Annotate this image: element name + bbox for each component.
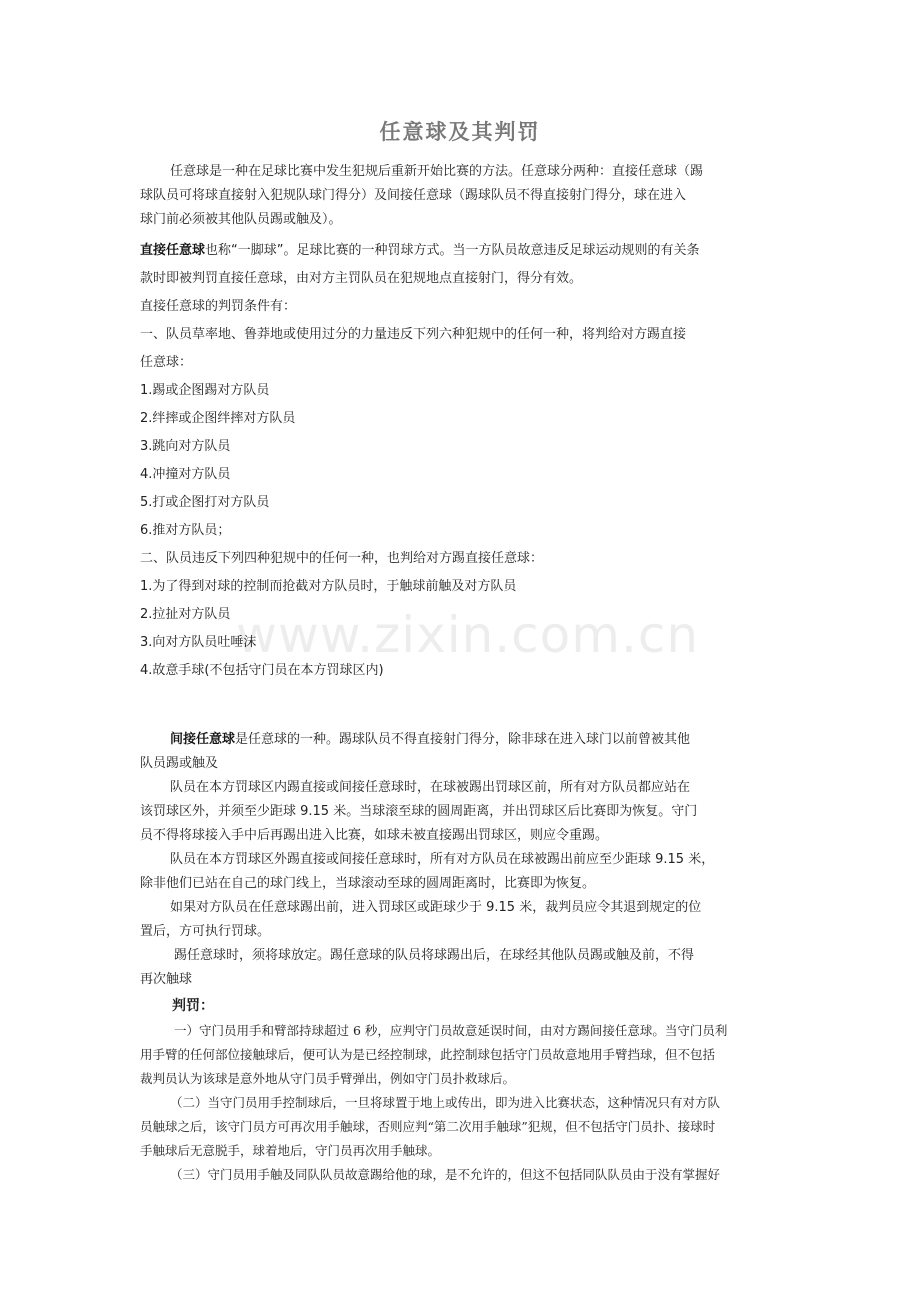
direct-paragraph-line-1: [140, 242, 780, 260]
indirect-p5-line-2: 再次触球: [140, 972, 193, 987]
list-item: 3.跳向对方队员: [140, 439, 231, 454]
indirect-p2-line-2: 该罚球区外，并须至少距球 9.15 米。当球滚至球的圆周距离，并出罚球区后比赛即为恢复。守门: [140, 804, 698, 819]
list-item: 2.拉扯对方队员: [140, 607, 231, 622]
indirect-term: 间接任意球: [170, 732, 236, 747]
direct-conditions-heading: 直接任意球的判罚条件有：: [140, 299, 297, 314]
list-item: 4.故意手球(不包括守门员在本方罚球区内): [140, 663, 384, 678]
penalty-p1-line-3: 裁判员认为该球是意外地从守门员手臂弹出，例如守门员扑救球后。: [140, 1071, 516, 1086]
direct-paragraph-line-2: 款时即被判罚直接任意球，由对方主罚队员在犯规地点直接射门，得分有效。: [140, 271, 583, 286]
indirect-paragraph-line-2: 队员踢或触及: [140, 756, 219, 771]
list-item: 3.向对方队员吐唾沫: [140, 635, 257, 650]
direct-term: 直接任意球: [140, 243, 206, 258]
part1-line-1: 一、队员草率地、鲁莽地或使用过分的力量违反下列六种犯规中的任何一种，将判给对方踢直接: [140, 327, 687, 342]
list-item: 5.打或企图打对方队员: [140, 495, 270, 510]
penalty-p1-line-2: 用手臂的任何部位接触球后，便可认为是已经控制球，此控制球包括守门员故意地用手臂挡球，但不包括: [140, 1047, 716, 1062]
intro-line-3: 球门前必须被其他队员踢或触及）。: [140, 212, 342, 227]
penalty-p3-line-1: （三）守门员用手触及同队队员故意踢给他的球，是不允许的，但这不包括同队队员由于没有掌握好: [170, 1167, 721, 1182]
indirect-p4-line-2: 置后，方可执行罚球。: [140, 924, 271, 939]
penalty-p2-line-2: 员触球之后，该守门员方可再次用手触球，否则应判“第二次用手触球”犯规，但不包括守门员扑、接球时: [140, 1119, 716, 1134]
list-item: 4.冲撞对方队员: [140, 467, 231, 482]
penalty-p2-line-3: 手触球后无意脱手，球着地后，守门员再次用手触球。: [140, 1143, 441, 1158]
watermark: www.zixin.com.cn: [236, 606, 700, 664]
indirect-p3-line-2: 除非他们已站在自己的球门线上，当球滚动至球的圆周距离时，比赛即为恢复。: [140, 876, 596, 891]
indirect-p4-line-1: 如果对方队员在任意球踢出前，进入罚球区或距球少于 9.15 米，裁判员应令其退到规定的位: [170, 900, 702, 915]
list-item: 2.绊摔或企图绊摔对方队员: [140, 411, 296, 426]
penalty-heading: 判罚：: [172, 998, 214, 1014]
direct-line1-rest: 也称“一脚球”。足球比赛的一种罚球方式。当一方队员故意违反足球运动规则的有关条: [205, 243, 700, 258]
indirect-p2-line-3: 员不得将球接入手中后再踢出进入比赛，如球未被直接踢出罚球区，则应令重踢。: [140, 828, 609, 843]
indirect-p2-line-1: 队员在本方罚球区内踢直接或间接任意球时，在球被踢出罚球区前，所有对方队员都应站在: [170, 780, 691, 795]
penalty-p1-line-1: 一）守门员用手和臂部持球超过 6 秒，应判守门员故意延误时间，由对方踢间接任意球。当守门员利: [174, 1023, 728, 1038]
indirect-p5-line-1: 踢任意球时，须将球放定。踢任意球的队员将球踢出后，在球经其他队员踢或触及前，不得: [174, 948, 695, 963]
list-item: 1.为了得到对球的控制而抢截对方队员时，于触球前触及对方队员: [140, 579, 517, 594]
indirect-line1-rest: 是任意球的一种。踢球队员不得直接射门得分，除非球在进入球门以前曾被其他: [235, 732, 691, 747]
part1-line-2: 任意球：: [140, 355, 193, 370]
indirect-p3-line-1: 队员在本方罚球区外踢直接或间接任意球时，所有对方队员在球被踢出前应至少距球 9.15 米，: [170, 852, 715, 867]
penalty-p2-line-1: （二）当守门员用手控制球后，一旦将球置于地上或传出，即为进入比赛状态，这种情况只有对方队: [170, 1095, 721, 1110]
list-item: 1.踢或企图踢对方队员: [140, 383, 270, 398]
indirect-paragraph-line-1: [140, 731, 780, 749]
part2-heading: 二、队员违反下列四种犯规中的任何一种，也判给对方踢直接任意球：: [140, 551, 544, 566]
list-item: 6.推对方队员；: [140, 523, 231, 538]
intro-line-2: 球队员可将球直接射入犯规队球门得分）及间接任意球（踢球队员不得直接射门得分，球在进入: [140, 188, 687, 203]
page-title: 任意球及其判罚: [379, 120, 541, 144]
intro-line-1: 任意球是一种在足球比赛中发生犯规后重新开始比赛的方法。任意球分两种：直接任意球（踢: [170, 164, 704, 179]
